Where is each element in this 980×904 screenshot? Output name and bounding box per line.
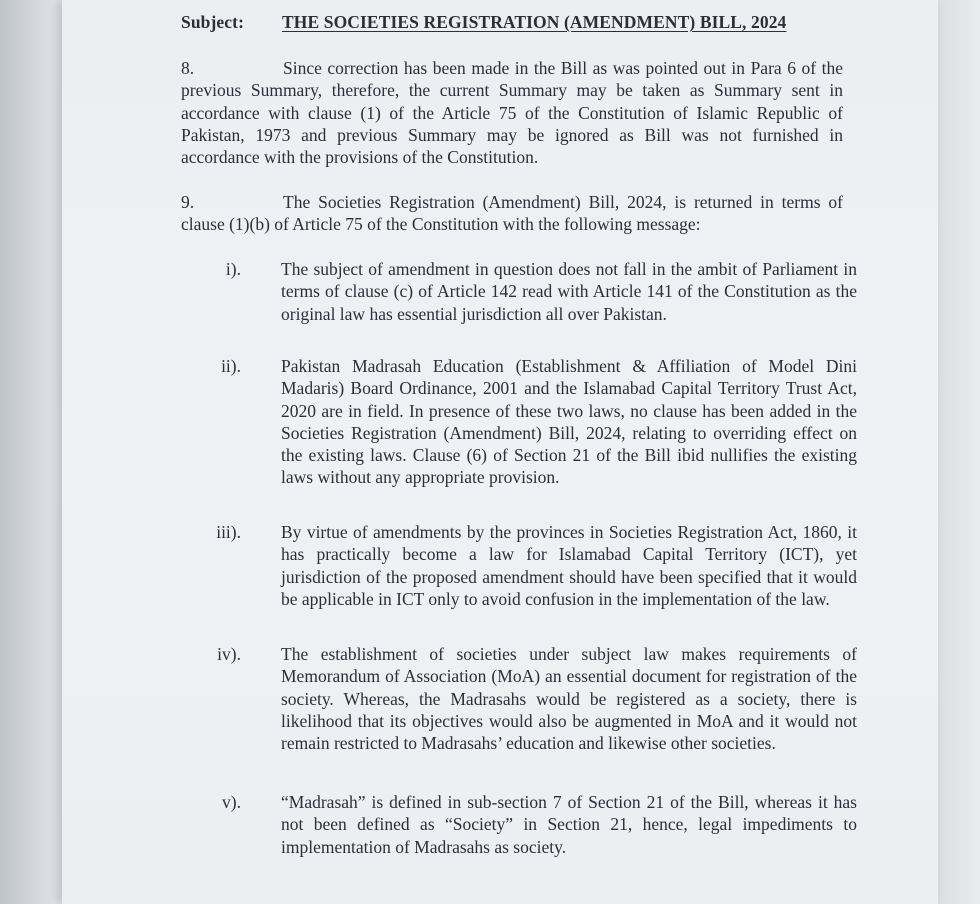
list-item-text: “Madrasah” is defined in sub-section 7 of Section 21 of the Bill, whereas it has not been defined as “Society” in Section 21, hence, legal impediments to implementation of Madrasahs as society.	[281, 792, 857, 857]
list-item-numeral: iii).	[216, 522, 241, 542]
paragraph-text: Since correction has been made in the Bill as was pointed out in Para 6 of the previous Summary, therefore, the current Summary may be taken as Summary sent in accordance with clause (1) of the Article 75 of the Constitution of Islamic Republic of Pakistan, 1973 and previous Summary may be ignored as Bill was not furnished in accordance with the provisions of the Constitution.	[181, 58, 843, 168]
list-item-numeral: i).	[225, 259, 241, 279]
list-item-text: The subject of amendment in question does not fall in the ambit of Parliament in terms of clause (c) of Article 142 read with Article 141 of the Constitution as the original law has essential jurisdiction all over Pakistan.	[281, 259, 857, 324]
subject-title: THE SOCIETIES REGISTRATION (AMENDMENT) BILL, 2024	[282, 12, 787, 32]
paragraph-number: 9.	[181, 192, 195, 212]
list-item-i	[181, 258, 857, 325]
paragraph-9	[181, 191, 843, 236]
list-item-v	[181, 791, 857, 858]
list-item-text: The establishment of societies under subject law makes requirements of Memorandum of Association (MoA) an essential document for registration of the society. Whereas, the Madrasahs would be registered as a society, there is likelihood that its objectives would also be augmented in MoA and it would not remain restricted to Madrasahs’ education and likewise other societies.	[281, 644, 857, 754]
subject-label: Subject:	[181, 12, 245, 32]
list-item-text: Pakistan Madrasah Education (Establishment & Affiliation of Model Dini Madaris) Board Ordinance, 2001 and the Islamabad Capital Territory Trust Act, 2020 are in field. In presence of these two laws, no clause has been added in the Societies Registration (Amendment) Bill, 2024, relating to overriding effect on the existing laws. Clause (6) of Section 21 of the Bill ibid nullifies the existing laws without any appropriate provision.	[281, 356, 857, 488]
paragraph-8	[181, 57, 843, 168]
list-item-text: By virtue of amendments by the provinces in Societies Registration Act, 1860, it has practically become a law for Islamabad Capital Territory (ICT), yet jurisdiction of the proposed amendment should have been specified that it would be applicable in ICT only to avoid confusion in the implementation of the law.	[281, 522, 857, 609]
list-item-iii	[181, 521, 857, 610]
paragraph-number: 8.	[181, 58, 195, 78]
list-item-ii	[181, 355, 857, 489]
list-item-iv	[181, 643, 857, 754]
list-item-numeral: v).	[222, 792, 241, 812]
list-item-numeral: ii).	[221, 356, 241, 376]
paragraph-text: The Societies Registration (Amendment) Bill, 2024, is returned in terms of clause (1)(b) of Article 75 of the Constitution with the following message:	[181, 192, 843, 235]
list-item-numeral: iv).	[217, 644, 241, 664]
page-edge	[936, 0, 980, 904]
